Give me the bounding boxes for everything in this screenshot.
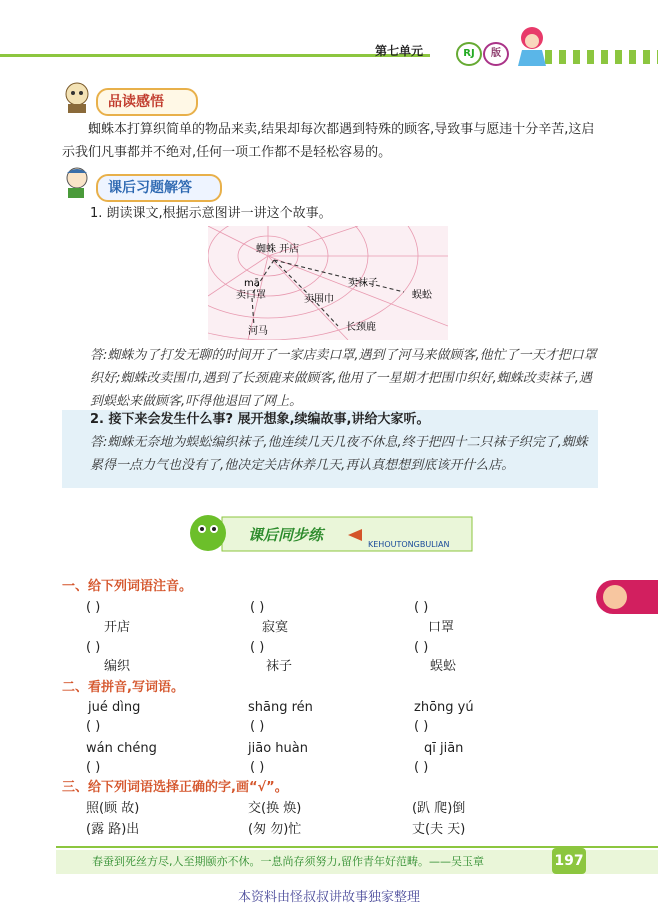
rj-badge: RJ (456, 42, 482, 66)
pinyin-item: jiāo huàn (248, 741, 308, 756)
diagram-label-pinyin: mā (244, 278, 260, 289)
choice-item[interactable]: (匆 勿)忙 (248, 822, 302, 837)
green-monster-icon (190, 515, 226, 551)
diagram-label-centipede: 蜈蚣 (412, 290, 432, 301)
answer-blank[interactable]: ( ) (250, 600, 265, 615)
question-2: 2. 接下来会发生什么事? 展开想象,续编故事,讲给大家听。 (90, 412, 430, 427)
choice-item[interactable]: (露 路)出 (86, 822, 140, 837)
unit-title: 第七单元 (375, 44, 424, 58)
answer-blank[interactable]: ( ) (414, 600, 429, 615)
answer-2: 答:蜘蛛无奈地为蜈蚣编织袜子,他连续几天几夜不休息,终于把四十二只袜子织完了,蜘蛛累得一点力气也没有了,他决定关店休养几天,再认真想想到底该开什么店。 (90, 435, 588, 473)
answer-blank[interactable]: ( ) (414, 719, 429, 734)
choice-item[interactable]: 交(换 焕) (248, 801, 302, 816)
header-rule (0, 54, 430, 57)
exercise-2-heading: 二、看拼音,写词语。 (62, 680, 184, 695)
answer-blank[interactable]: ( ) (250, 760, 265, 775)
answer-blank[interactable]: ( ) (86, 600, 101, 615)
diagram-label-socks: 卖袜子 (348, 278, 378, 289)
answer-blank[interactable]: ( ) (250, 719, 265, 734)
banner-pinyin: KEHOUTONGBULIAN (368, 540, 450, 549)
pinyin-item: qī jiān (424, 741, 464, 756)
writing-mascot-icon (62, 165, 96, 199)
page-number: 197 (552, 848, 586, 874)
word-item: 袜子 (266, 659, 293, 674)
banner-title: 课后同步练 (248, 526, 324, 544)
practice-banner (186, 507, 476, 557)
word-item: 口罩 (428, 620, 455, 635)
pinyin-item: jué dìng (88, 700, 141, 715)
answer-blank[interactable]: ( ) (86, 760, 101, 775)
answer-blank[interactable]: ( ) (86, 640, 101, 655)
answer-blank[interactable]: ( ) (414, 760, 429, 775)
section-heading-appreciation: 品读感悟 (96, 88, 198, 116)
answer-blank[interactable]: ( ) (250, 640, 265, 655)
word-item: 开店 (104, 620, 131, 635)
header-checker-pattern (545, 50, 658, 64)
word-item: 编织 (104, 659, 131, 674)
appreciation-text: 蜘蛛本打算织简单的物品来卖,结果却每次都遇到特殊的顾客,导致事与愿违十分辛苦,这启示我们凡事都并不绝对,任何一项工作都不是轻松容易的。 (62, 122, 595, 160)
footer-quote: 春蚕到死丝方尽,人至期颐亦不休。一息尚存须努力,留作青年好范畴。——吴玉章 (92, 855, 484, 868)
word-item: 蜈蚣 (430, 659, 457, 674)
exercise-3-heading: 三、给下列词语选择正确的字,画“√”。 (62, 780, 288, 795)
diagram-label-giraffe: 长颈鹿 (346, 322, 376, 333)
diagram-label-scarves: 卖围巾 (304, 294, 334, 305)
diagram-label-shop: 蜘蛛 开店 (256, 244, 300, 255)
section-heading-exercise-answers: 课后习题解答 (96, 174, 222, 202)
exercise-1-heading: 一、给下列词语注音。 (62, 579, 193, 594)
pinyin-item: wán chéng (86, 741, 157, 756)
story-web-diagram (208, 226, 448, 340)
answer-blank[interactable]: ( ) (86, 719, 101, 734)
question-1: 1. 朗读课文,根据示意图讲一讲这个故事。 (90, 206, 332, 221)
choice-item[interactable]: (趴 爬)倒 (412, 801, 466, 816)
reading-mascot-icon (62, 80, 96, 114)
diagram-label-hippo: 河马 (248, 326, 268, 337)
cat-face-icon (603, 585, 627, 609)
credit-line: 本资料由怪叔叔讲故事独家整理 (237, 890, 420, 905)
pinyin-item: shāng rén (248, 700, 313, 715)
choice-item[interactable]: 丈(夫 天) (412, 822, 466, 837)
girl-mascot-icon (512, 24, 552, 68)
edition-badge: 版 (483, 42, 509, 66)
diagram-label-masks: 卖口罩 (236, 290, 266, 301)
word-item: 寂寞 (262, 620, 289, 635)
answer-blank[interactable]: ( ) (414, 640, 429, 655)
answer-1: 答:蜘蛛为了打发无聊的时间开了一家店卖口罩,遇到了河马来做顾客,他忙了一天才把口罩织好;蜘蛛改卖围巾,遇到了长颈鹿来做顾客,他用了一星期才把围巾织好,蜘蛛改卖袜子,遇到蜈蚣来做顾客,吓得他退回了网上。 (90, 348, 597, 409)
choice-item[interactable]: 照(顾 故) (86, 801, 140, 816)
pinyin-item: zhōng yú (414, 700, 474, 715)
